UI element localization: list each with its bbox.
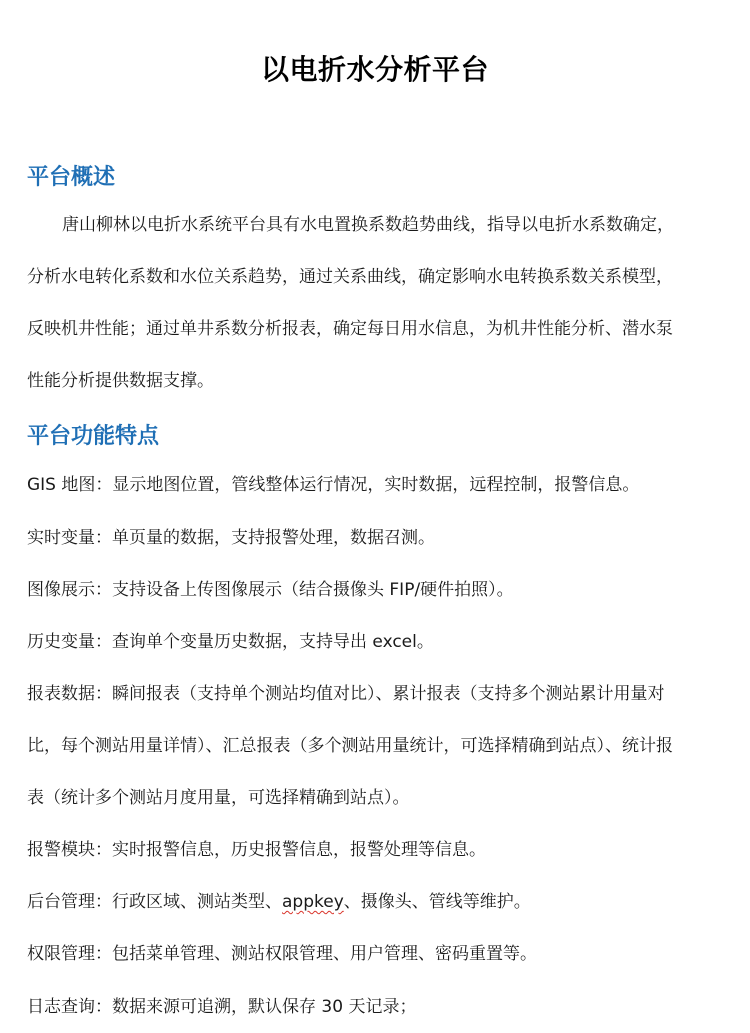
feature-backend-management [27, 890, 730, 914]
feature-log-query: 日志查询：数据来源可追溯，默认保存 30 天记录； [27, 997, 417, 1017]
feature-report-line-3: 表（统计多个测站月度用量，可选择精确到站点）。 [27, 788, 410, 808]
overview-line-2: 分析水电转化系数和水位关系趋势，通过关系曲线，确定影响水电转换系数关系模型， [27, 267, 673, 287]
overview-line-1: 唐山柳林以电折水系统平台具有水电置换系数趋势曲线，指导以电折水系数确定， [62, 215, 674, 235]
section-heading-features: 平台功能特点 [27, 424, 160, 449]
feature-image-display: 图像展示：支持设备上传图像展示（结合摄像头 FIP/硬件拍照）。 [27, 580, 514, 600]
feature-history-variables: 历史变量：查询单个变量历史数据，支持导出 excel。 [27, 632, 434, 652]
backend-appkey-term: appkey [282, 892, 344, 912]
backend-text-after: 、摄像头、管线等维护。 [343, 892, 531, 912]
document-title: 以电折水分析平台 [260, 53, 489, 86]
section-heading-overview: 平台概述 [27, 165, 116, 190]
backend-text-before: 后台管理：行政区域、测站类型、 [27, 892, 282, 912]
feature-alarm-module: 报警模块：实时报警信息，历史报警信息，报警处理等信息。 [27, 840, 486, 860]
feature-realtime-variables: 实时变量：单页量的数据，支持报警处理，数据召测。 [27, 528, 435, 548]
feature-report-line-2: 比，每个测站用量详情）、汇总报表（多个测站用量统计，可选择精确到站点）、统计报 [27, 736, 673, 756]
overview-line-3: 反映机井性能；通过单井系数分析报表，确定每日用水信息，为机井性能分析、潜水泵 [27, 319, 673, 339]
feature-gis-map: GIS 地图：显示地图位置，管线整体运行情况，实时数据，远程控制，报警信息。 [27, 475, 640, 495]
feature-permission-management: 权限管理：包括菜单管理、测站权限管理、用户管理、密码重置等。 [27, 944, 537, 964]
overview-line-4: 性能分析提供数据支撑。 [27, 371, 214, 391]
feature-report-line-1: 报表数据：瞬间报表（支持单个测站均值对比）、累计报表（支持多个测站累计用量对 [27, 684, 665, 704]
